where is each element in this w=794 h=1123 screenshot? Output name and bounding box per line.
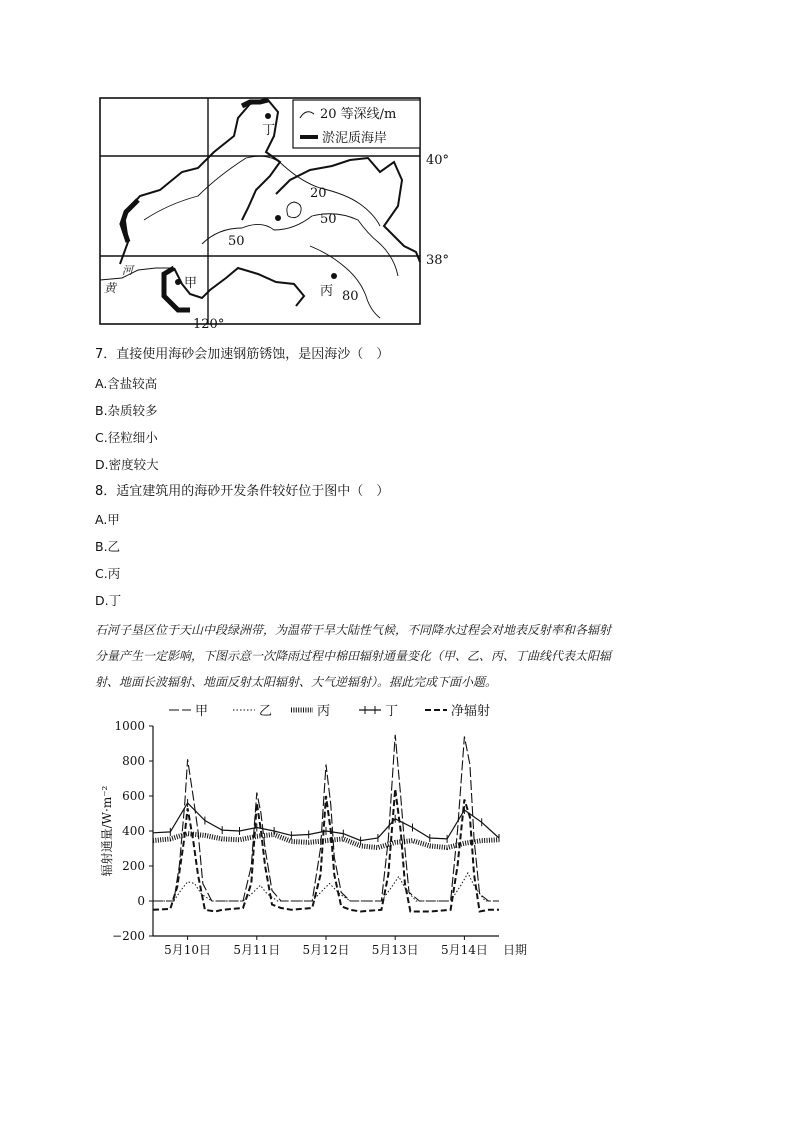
q8-option-b: B.乙 <box>95 539 121 554</box>
isobath-50-loop <box>287 202 301 218</box>
x-tick-label: 5月10日 <box>164 943 212 957</box>
y-tick-label: 600 <box>122 789 145 803</box>
lat-label-38: 38° <box>426 253 450 268</box>
question-7: 7．直接使用海砂会加速钢筋锈蚀，是因海沙（ ） <box>95 347 390 362</box>
muddy-coast-west <box>122 200 138 242</box>
x-tick-label: 5月13日 <box>371 943 419 957</box>
legend-label-2: 丙 <box>317 704 331 719</box>
passage-line-1: 石河子垦区位于天山中段绿洲带，为温带干旱大陆性气候，不同降水过程会对地表反射率和各辐射 <box>95 623 612 637</box>
y-tick-label: 200 <box>122 859 145 873</box>
point-jia-marker <box>175 279 181 285</box>
legend-label-0: 甲 <box>195 704 209 719</box>
depth-label-80: 80 <box>342 289 359 304</box>
point-jia-label: 甲 <box>184 276 198 291</box>
y-tick-label: 400 <box>122 824 145 838</box>
legend-label-1: 乙 <box>259 704 273 719</box>
river-char-huang: 黄 <box>104 281 117 295</box>
legend-label-4: 净辐射 <box>451 704 491 719</box>
point-bing-marker <box>331 273 337 279</box>
y-tick-label: −200 <box>112 929 145 943</box>
x-axis-label: 日期 <box>503 943 528 957</box>
q8-option-d: D.丁 <box>95 593 122 608</box>
x-tick-label: 5月11日 <box>233 943 281 957</box>
passage-line-2: 分量产生一定影响，下图示意一次降雨过程中棉田辐射通量变化（甲、乙、丙、丁曲线代表太阳辐 <box>95 649 612 663</box>
q8-option-c: C.丙 <box>95 566 121 581</box>
coastline-north <box>120 100 280 264</box>
x-tick-label: 5月14日 <box>440 943 488 957</box>
radiation-flux-chart <box>95 700 535 1000</box>
series-line-4 <box>153 789 499 912</box>
river-char-he: 河 <box>122 264 133 277</box>
point-bing-label: 丙 <box>320 284 334 299</box>
question-8: 8．适宜建筑用的海砂开发条件较好位于图中（ ） <box>95 484 390 499</box>
point-ding-marker <box>265 113 271 119</box>
yellow-river <box>100 268 170 280</box>
y-tick-label: 1000 <box>114 719 145 733</box>
isobath-80 <box>310 246 380 318</box>
x-tick-label: 5月12日 <box>302 943 350 957</box>
q7-option-a: A.含盐较高 <box>95 376 158 391</box>
q7-option-c: C.径粒细小 <box>95 430 158 445</box>
bohai-map <box>98 96 458 328</box>
q7-option-b: B.杂质较多 <box>95 403 158 418</box>
legend-label-3: 丁 <box>385 704 399 719</box>
legend-coast-label: 淤泥质海岸 <box>322 131 388 146</box>
muddy-coast-north <box>242 100 268 106</box>
legend-isobath-label: 20 等深线/m <box>320 107 397 122</box>
lon-label-120: 120° <box>193 317 225 332</box>
point-ding-label: 丁 <box>262 123 276 138</box>
coastline-liaodong <box>276 158 420 262</box>
y-tick-label: 0 <box>137 894 145 908</box>
y-axis-label: 辐射通量/W·m⁻² <box>100 785 114 877</box>
q8-option-a: A.甲 <box>95 512 120 527</box>
point-yi-marker <box>275 215 281 221</box>
y-tick-label: 800 <box>122 754 145 768</box>
passage-line-3: 射、地面长波辐射、地面反射太阳辐射、大气逆辐射）。据此完成下面小题。 <box>95 675 498 689</box>
q7-option-d: D.密度较大 <box>95 457 159 472</box>
lat-label-40: 40° <box>426 153 450 168</box>
depth-label-50-east: 50 <box>320 212 337 227</box>
depth-label-50-west: 50 <box>228 234 245 249</box>
depth-label-20: 20 <box>310 186 327 201</box>
